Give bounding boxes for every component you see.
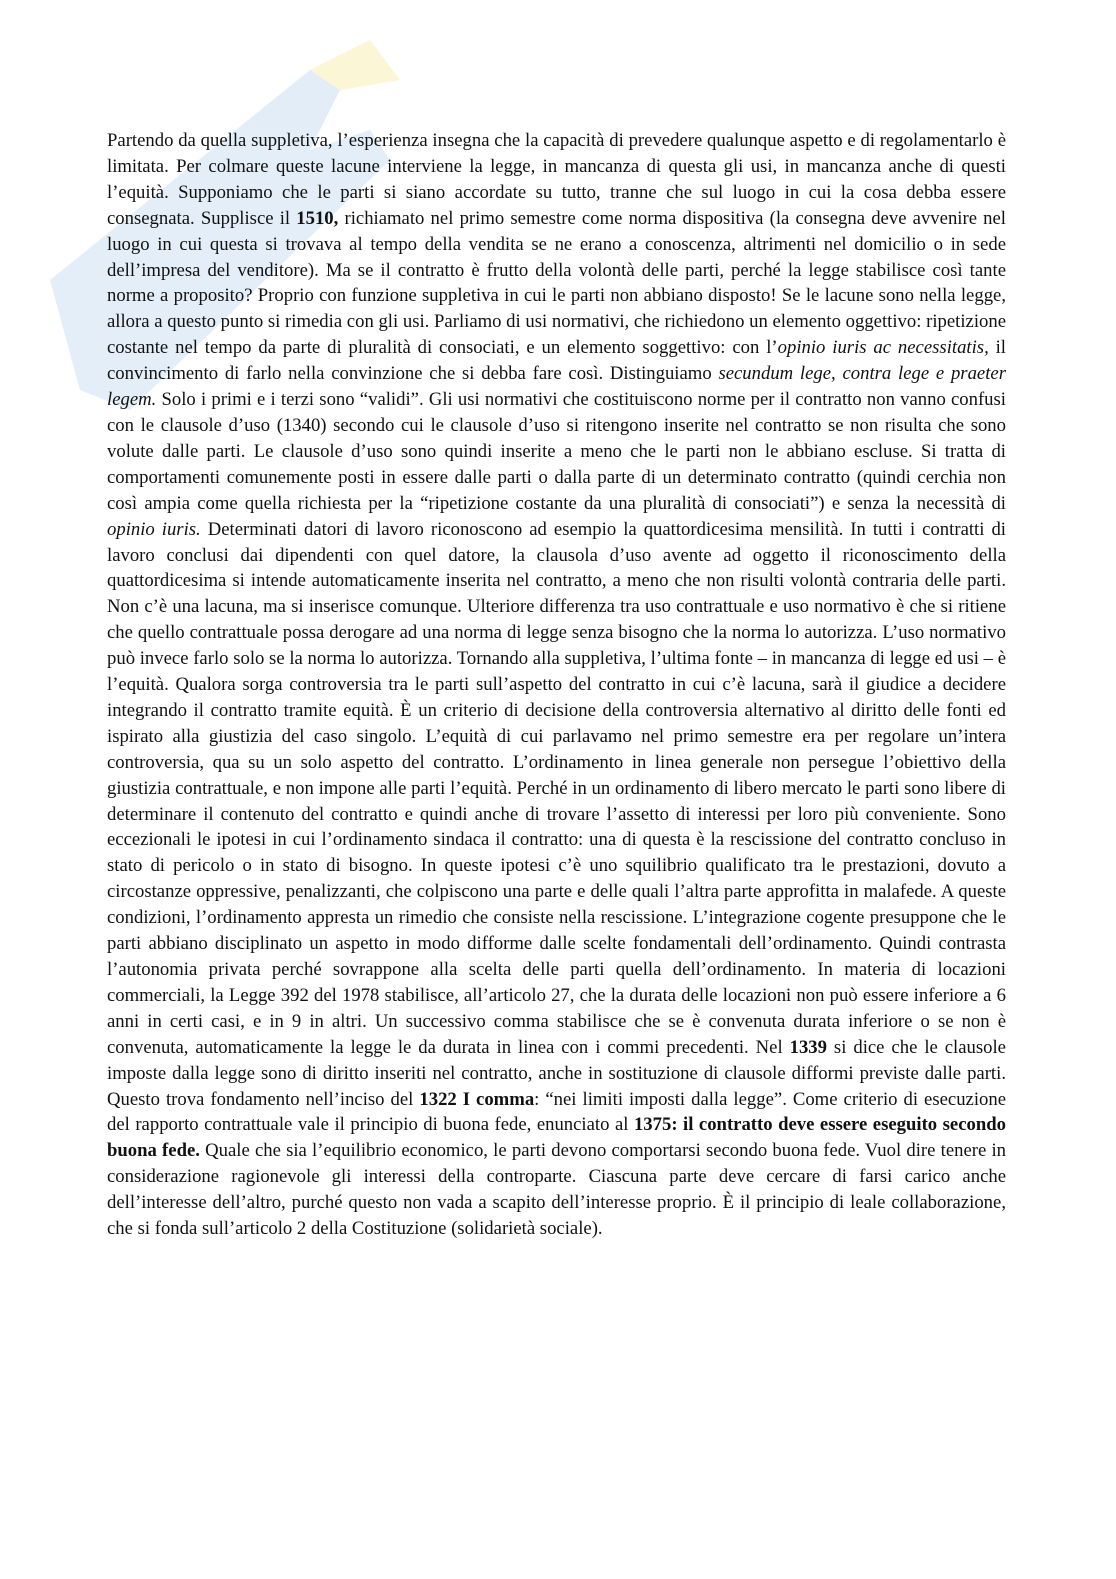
latin-phrase: secundum lege, contra lege e praeter legem. xyxy=(107,363,1006,411)
text-run: si dice che le clausole imposte dalla legge sono di diritto inseriti nel contratto, anche in sostituzione di clausole difformi previste dalle parti. Questo trova fondamento nell’inciso del xyxy=(107,1036,1006,1110)
text-run: Determinati datori di lavoro riconoscono ad esempio la quattordicesima mensilità. In tutti i contratti di lavoro conclusi dai dipendenti con quel datore, la clausola d’uso avente ad oggetto il riconoscimento della quattordicesima si intende automaticamente inserita nel contratto, a meno che non risulti volontà contraria delle parti. Non c’è una lacuna, ma si inserisce comunque. Ulteriore differenza tra uso contrattuale e uso normativo è che si ritiene che quello contrattuale possa derogare ad una norma di legge senza bisogno che la norma lo autorizza. L’uso normativo può invece farlo solo se la norma lo autorizza. Tornando alla suppletiva, l’ultima fonte – in mancanza di legge ed usi – è l’equità. Qualora sorga controversia tra le parti sull’aspetto del contratto in cui c’è lacuna, sarà il giudice a decidere integrando il contratto tramite equità. È un criterio di decisione della controversia alternativo al diritto delle fonti ed ispirato alla giustizia del caso singolo. L’equità di cui parlavamo nel primo semestre era per regolare un’intera controversia, qua su un solo aspetto del contratto. L’ordinamento in linea generale non persegue l’obiettivo della giustizia contrattuale, e non impone alle parti l’equità. Perché in un ordinamento di libero mercato le parti sono libere di determinare il contenuto del contratto e quindi anche di trovare l’assetto di interessi per loro più conveniente. Sono eccezionali le ipotesi in cui l’ordinamento sindaca il contratto: una di questa è la rescissione del contratto concluso in stato di pericolo o in stato di bisogno. In queste ipotesi c’è uno squilibrio qualificato tra le prestazioni, dovuto a circostanze oppressive, penalizzanti, che colpiscono una parte e delle quali l’altra parte approfitta in malafede. A queste condizioni, l’ordinamento appresta un rimedio che consiste nella rescissione. L’integrazione cogente presuppone che le parti abbiano disciplinato un aspetto in modo difforme dalle scelte fondamentali dell’ordinamento. Quindi contrasta l’autonomia privata perché sovrappone alla scelta delle parti quella dell’ordinamento. In materia di locazioni commerciali, la Legge 392 del 1978 stabilisce, all’articolo 27, che la durata delle locazioni non può essere inferiore a 6 anni in certi casi, e in 9 in altri. Un successivo comma stabilisce che se è convenuta durata inferiore o se non è convenuta, automaticamente la legge le da durata in linea con i commi precedenti. Nel xyxy=(107,518,1006,1058)
article-reference: 1510, xyxy=(296,207,339,229)
document-body xyxy=(107,128,1006,1242)
text-run: : “nei limiti imposti dalla legge”. Come criterio di esecuzione del rapporto contrattuale vale il principio di buona fede, enunciato al xyxy=(107,1088,1007,1136)
main-paragraph xyxy=(107,128,1006,1242)
text-run: Quale che sia l’equilibrio economico, le parti devono comportarsi secondo buona fede. Vuol dire tenere in considerazione ragionevole gli interessi della controparte. Ciascuna parte deve cercare di farsi carico anche dell’interesse dell’altro, purché questo non vada a scapito dell’interesse proprio. È il principio di leale collaborazione, che si fonda sull’articolo 2 della Costituzione (solidarietà sociale). xyxy=(107,1140,1006,1240)
text-run: Solo i primi e i terzi sono “validi”. Gli usi normativi che costituiscono norme per il contratto non vanno confusi con le clausole d’uso (1340) secondo cui le clausole d’uso si ritengono inserite nel contratto se non risulta che sono volute dalle parti. Le clausole d’uso sono quindi inserite a meno che le parti non le abbiano escluse. Si tratta di comportamenti comunemente posti in essere dalle parti o dalla parte di un determinato contratto (quindi cerchia non così ampia come quella richiesta per la “ripetizione costante da una pluralità di consociati”) e senza la necessità di xyxy=(107,389,1006,514)
latin-phrase: opinio iuris ac necessitatis, xyxy=(777,337,989,359)
text-run: Partendo da quella suppletiva, l’esperienza insegna che la capacità di prevedere qualunque aspetto e di regolamentarlo è limitata. Per colmare queste lacune interviene la legge, in mancanza di questa gli usi, in mancanza anche di questi l’equità. Supponiamo che le parti si siano accordate su tutto, tranne che sul luogo in cui la cosa debba essere consegnata. Supplisce il xyxy=(107,130,1006,229)
latin-phrase: opinio iuris. xyxy=(107,518,201,540)
article-reference: 1322 I comma xyxy=(419,1088,535,1110)
article-reference: 1339 xyxy=(789,1036,827,1058)
text-run: richiamato nel primo semestre come norma dispositiva (la consegna deve avvenire nel luogo in cui questa si trovava al tempo della vendita se ne erano a conoscenza, altrimenti nel domicilio o in sede dell’impresa del venditore). Ma se il contratto è frutto della volontà delle parti, perché la legge stabilisce così tante norme a proposito? Proprio con funzione suppletiva in cui le parti non abbiano disposto! Se le lacune sono nella legge, allora a questo punto si rimedia con gli usi. Parliamo di usi normativi, che richiedono un elemento oggettivo: ripetizione costante nel tempo da parte di pluralità di consociati, e un elemento soggettivo: con l’ xyxy=(107,207,1006,359)
article-reference: 1375: il contratto deve essere eseguito secondo buona fede. xyxy=(107,1114,1006,1162)
text-run: il convincimento di farlo nella convinzione che si debba fare così. Distinguiamo xyxy=(107,337,1007,385)
